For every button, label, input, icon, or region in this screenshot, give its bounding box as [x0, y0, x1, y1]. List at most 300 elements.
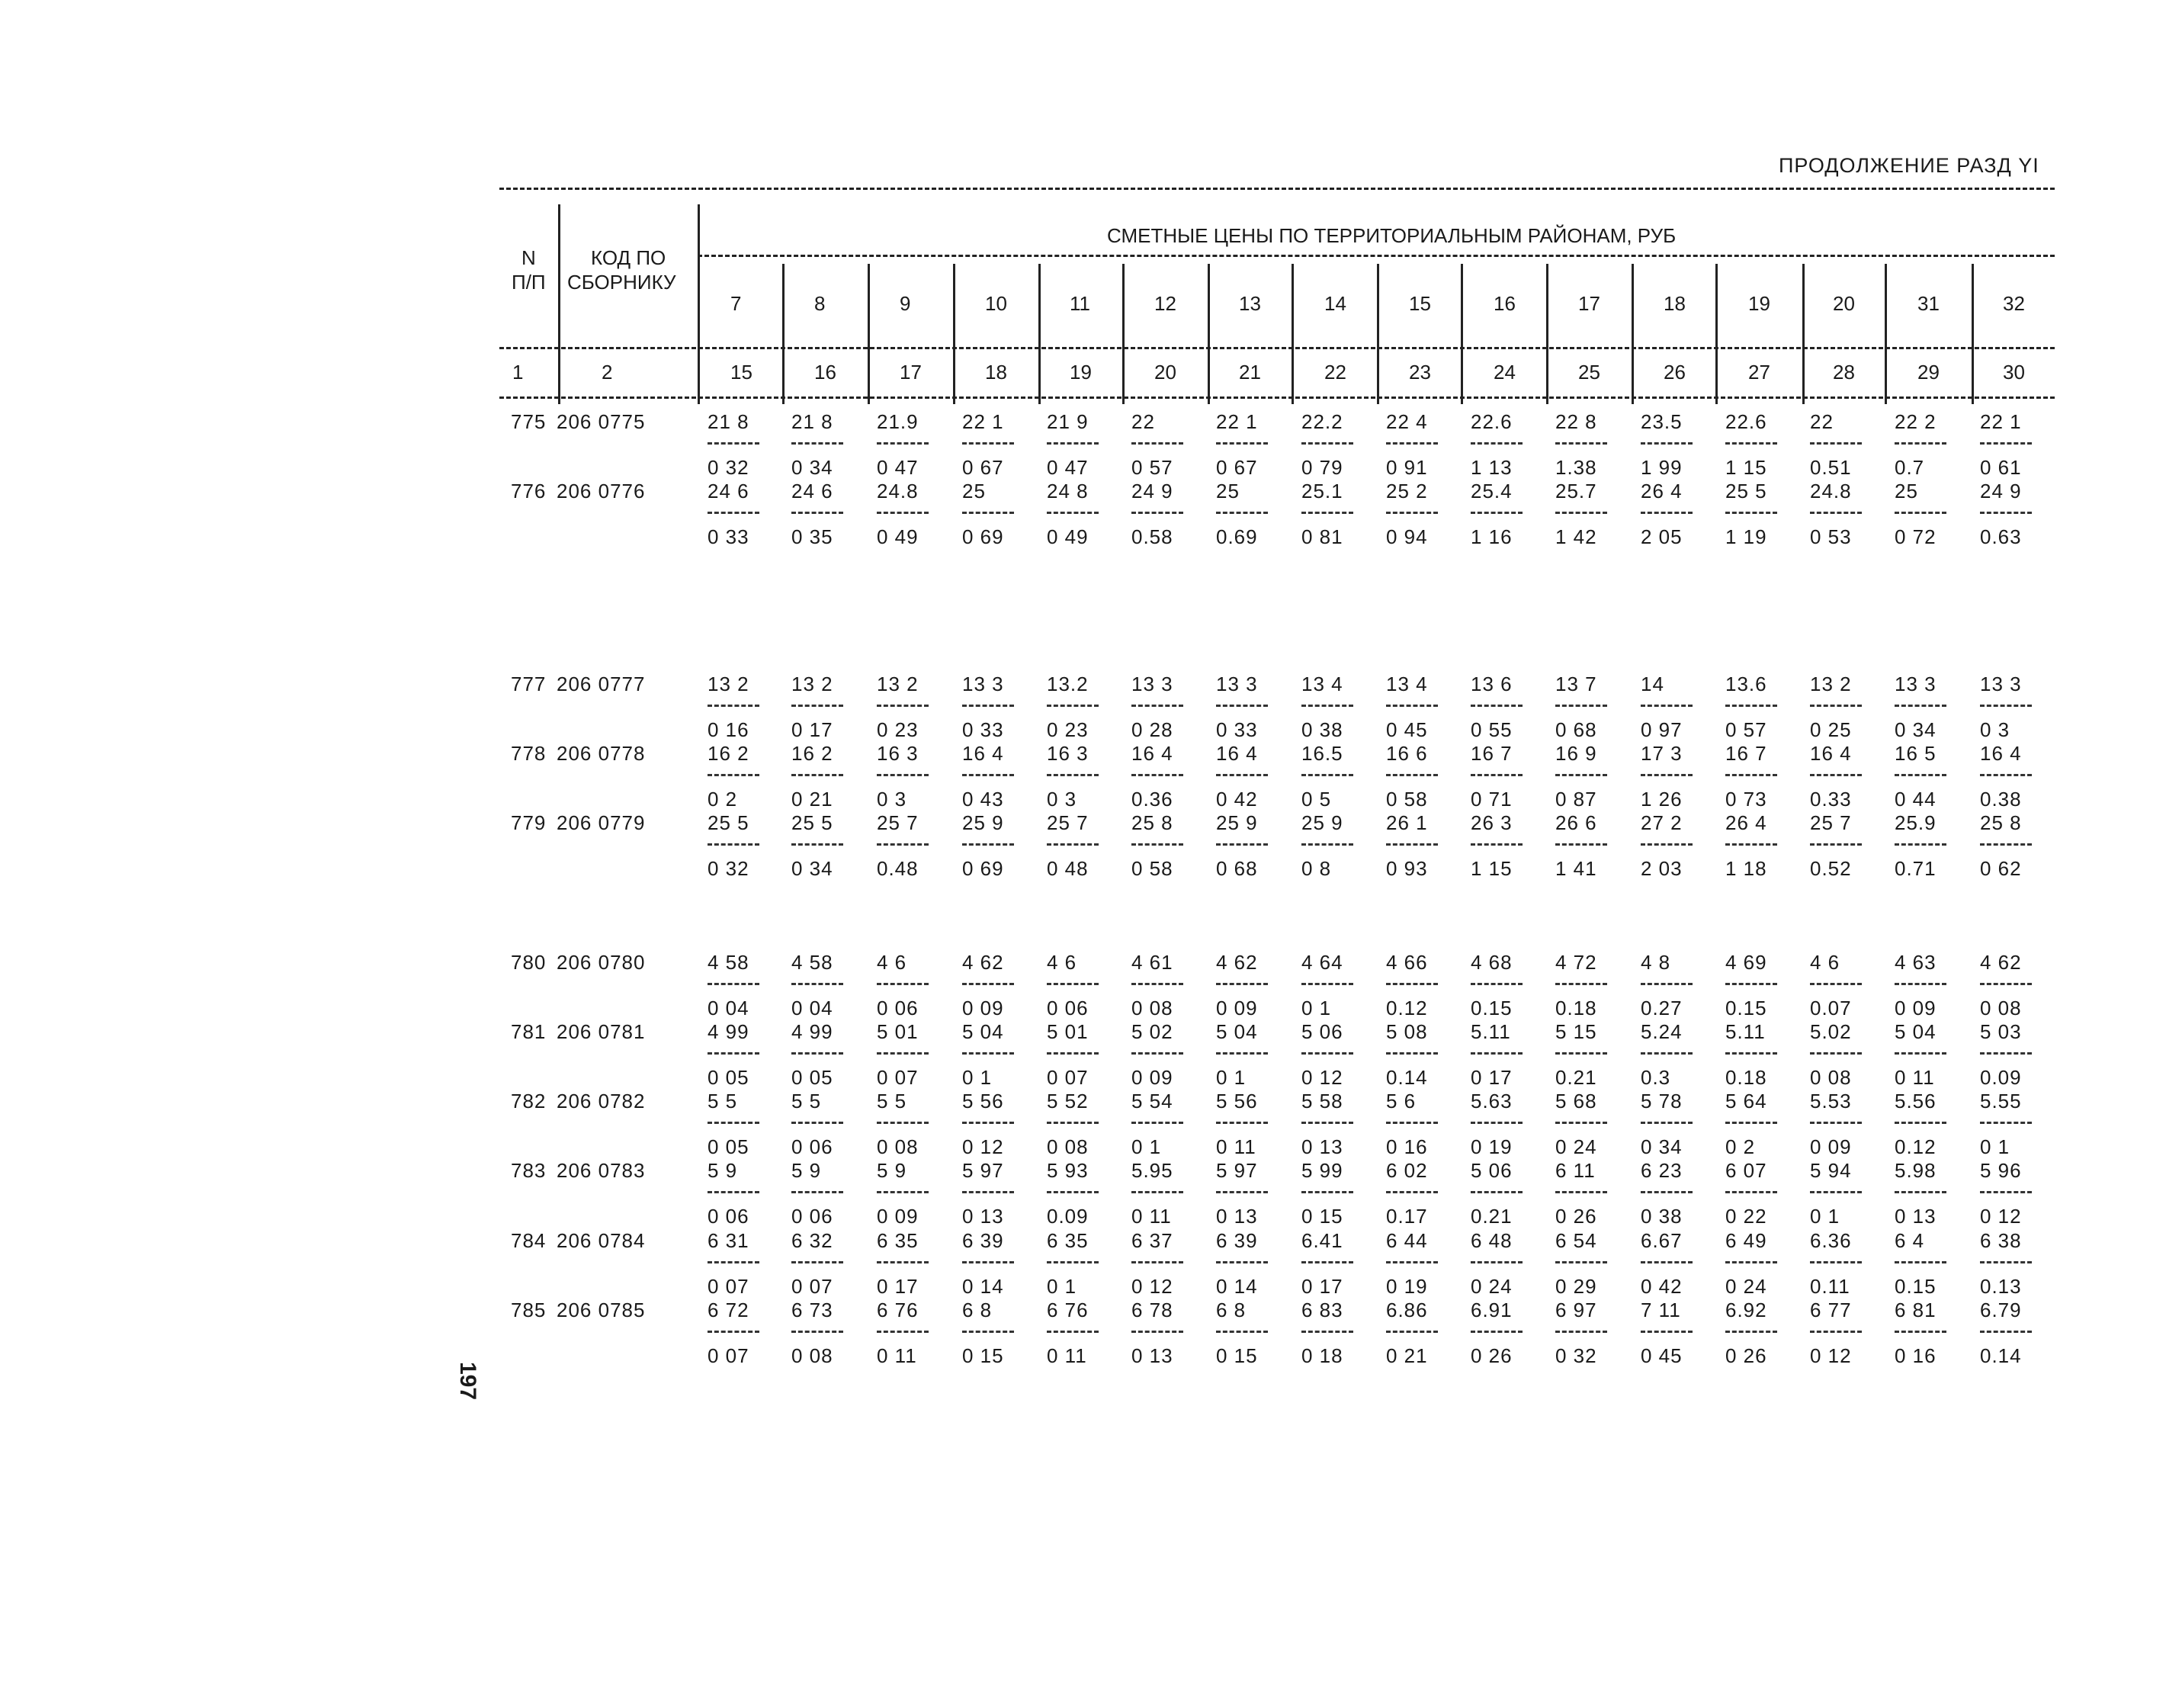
fraction-line	[1810, 1122, 1862, 1124]
fraction-line	[1047, 705, 1099, 707]
price-value: 6 4	[1895, 1229, 1925, 1252]
fraction-line	[1131, 1122, 1183, 1124]
column-index: 18	[985, 361, 1007, 384]
cost-value: 1 41	[1555, 857, 1597, 880]
fraction-line	[1386, 1191, 1438, 1193]
fraction-line	[708, 843, 759, 846]
fraction-line	[1641, 1261, 1693, 1263]
cost-value: 0 16	[1386, 1135, 1428, 1158]
cost-value: 0 68	[1216, 857, 1258, 880]
fraction-line	[1725, 1191, 1777, 1193]
fraction-line	[1555, 1191, 1607, 1193]
cost-value: 1.38	[1555, 456, 1597, 479]
price-value: 4 6	[1047, 951, 1077, 974]
price-value: 6 32	[791, 1229, 833, 1252]
cost-value: 0 1	[1047, 1275, 1077, 1298]
price-value: 16 4	[1980, 742, 2022, 765]
price-value: 6.67	[1641, 1229, 1683, 1252]
cost-value: 0 11	[877, 1344, 917, 1367]
fraction-line	[962, 1191, 1014, 1193]
cost-value: 0 12	[962, 1135, 1004, 1158]
price-value: 25 9	[962, 811, 1004, 834]
price-value: 6 39	[962, 1229, 1004, 1252]
fraction-line	[708, 512, 759, 514]
cost-value: 1 42	[1555, 525, 1597, 548]
price-value: 6 35	[877, 1229, 919, 1252]
column-index: 27	[1748, 361, 1770, 384]
price-value: 6.91	[1471, 1299, 1513, 1321]
price-value: 5 01	[1047, 1020, 1089, 1043]
cost-value: 0 55	[1471, 718, 1513, 741]
fraction-line	[962, 774, 1014, 776]
fraction-line	[1047, 843, 1099, 846]
cost-value: 0 08	[1131, 997, 1173, 1019]
fraction-line	[1895, 1191, 1946, 1193]
row-code: 206 0785	[557, 1299, 646, 1321]
price-value: 25.4	[1471, 480, 1513, 502]
price-value: 5 01	[877, 1020, 919, 1043]
page-number: 197	[455, 1362, 480, 1401]
price-value: 4 6	[877, 951, 907, 974]
price-value: 5 5	[708, 1090, 738, 1112]
price-value: 26 1	[1386, 811, 1428, 834]
price-value: 5.24	[1641, 1020, 1683, 1043]
price-value: 5 56	[962, 1090, 1004, 1112]
header-top-rule	[499, 188, 2055, 190]
cost-value: 0 19	[1471, 1135, 1513, 1158]
cost-value: 0 08	[877, 1135, 919, 1158]
cost-value: 0 09	[1895, 997, 1937, 1019]
fraction-line	[1641, 1331, 1693, 1333]
price-value: 6.92	[1725, 1299, 1767, 1321]
cost-value: 0 13	[1131, 1344, 1173, 1367]
cost-value: 0 06	[791, 1205, 833, 1228]
price-value: 6 81	[1895, 1299, 1937, 1321]
row-code: 206 0784	[557, 1229, 646, 1252]
fraction-line	[1386, 983, 1438, 985]
region-col-divider	[1546, 264, 1548, 404]
fraction-line	[1471, 1122, 1523, 1124]
price-value: 13.2	[1047, 673, 1089, 695]
cost-value: 2 03	[1641, 857, 1683, 880]
fraction-line	[1895, 774, 1946, 776]
fraction-line	[1555, 1331, 1607, 1333]
region-header: 7	[730, 292, 742, 315]
cost-value: 0 34	[791, 857, 833, 880]
fraction-line	[1471, 1331, 1523, 1333]
price-value: 4 68	[1471, 951, 1513, 974]
cost-value: 0 12	[1810, 1344, 1852, 1367]
cost-value: 0.07	[1810, 997, 1852, 1019]
cost-value: 0 11	[1047, 1344, 1087, 1367]
fraction-line	[1810, 512, 1862, 514]
fraction-line	[1895, 442, 1946, 445]
cost-value: 0 06	[791, 1135, 833, 1158]
cost-value: 0 24	[1471, 1275, 1513, 1298]
fraction-line	[1641, 1052, 1693, 1055]
cost-value: 0 11	[1895, 1066, 1935, 1089]
price-value: 5 5	[791, 1090, 822, 1112]
price-value: 25.1	[1301, 480, 1343, 502]
region-col-divider	[1038, 264, 1041, 404]
fraction-line	[1641, 512, 1693, 514]
cost-value: 0 1	[1216, 1066, 1247, 1089]
cost-value: 0 58	[1131, 857, 1173, 880]
price-value: 21.9	[877, 410, 919, 433]
cost-value: 0 34	[1895, 718, 1937, 741]
fraction-line	[708, 1052, 759, 1055]
price-value: 5 97	[962, 1159, 1004, 1182]
cost-value: 0 45	[1386, 718, 1428, 741]
cost-value: 0 06	[877, 997, 919, 1019]
fraction-line	[877, 1122, 929, 1124]
column-index: 29	[1917, 361, 1940, 384]
fraction-line	[791, 843, 843, 846]
cost-value: 0 3	[1047, 788, 1077, 811]
cost-value: 0 26	[1555, 1205, 1597, 1228]
price-value: 21 9	[1047, 410, 1089, 433]
price-value: 5 04	[962, 1020, 1004, 1043]
price-value: 5 52	[1047, 1090, 1089, 1112]
cost-value: 0 09	[1216, 997, 1258, 1019]
column-index: 15	[730, 361, 752, 384]
fraction-line	[1555, 442, 1607, 445]
fraction-line	[962, 1261, 1014, 1263]
price-value: 6 76	[1047, 1299, 1089, 1321]
col-code-label: КОД ПО	[591, 246, 666, 269]
cost-value: 0 13	[962, 1205, 1004, 1228]
cost-value: 0.18	[1555, 997, 1597, 1019]
fraction-line	[1216, 1052, 1268, 1055]
cost-value: 0 04	[708, 997, 749, 1019]
cost-value: 0 62	[1980, 857, 2022, 880]
cost-value: 0 18	[1301, 1344, 1343, 1367]
cost-value: 0 38	[1301, 718, 1343, 741]
fraction-line	[1810, 843, 1862, 846]
fraction-line	[708, 1331, 759, 1333]
price-value: 22	[1810, 410, 1834, 433]
fraction-line	[1471, 1191, 1523, 1193]
fraction-line	[1471, 983, 1523, 985]
price-value: 6 83	[1301, 1299, 1343, 1321]
fraction-line	[877, 983, 929, 985]
price-value: 6 07	[1725, 1159, 1767, 1182]
fraction-line	[708, 705, 759, 707]
cost-value: 0 24	[1555, 1135, 1597, 1158]
fraction-line	[1216, 1261, 1268, 1263]
price-value: 6 76	[877, 1299, 919, 1321]
fraction-line	[1386, 512, 1438, 514]
region-col-divider	[1208, 264, 1210, 404]
fraction-line	[1980, 1261, 2032, 1263]
cost-value: 0 08	[1810, 1066, 1852, 1089]
region-col-divider	[1715, 264, 1718, 404]
fraction-line	[1386, 1261, 1438, 1263]
region-header: 32	[2003, 292, 2025, 315]
cost-value: 0 42	[1641, 1275, 1683, 1298]
cost-value: 0 26	[1725, 1344, 1767, 1367]
cost-value: 0 07	[877, 1066, 919, 1089]
cost-value: 0 11	[1131, 1205, 1172, 1228]
cost-value: 0 12	[1301, 1066, 1343, 1089]
fraction-line	[1810, 1191, 1862, 1193]
fraction-line	[1216, 705, 1268, 707]
region-header: 19	[1748, 292, 1770, 315]
cost-value: 0 09	[1131, 1066, 1173, 1089]
price-value: 6 78	[1131, 1299, 1173, 1321]
cost-value: 0 5	[1301, 788, 1332, 811]
cost-value: 0 09	[1810, 1135, 1852, 1158]
fraction-line	[1980, 843, 2032, 846]
cost-value: 0 93	[1386, 857, 1428, 880]
price-value: 13 6	[1471, 673, 1513, 695]
cost-value: 0.09	[1980, 1066, 2022, 1089]
price-value: 27 2	[1641, 811, 1683, 834]
fraction-line	[1725, 442, 1777, 445]
cost-value: 0 69	[962, 857, 1004, 880]
row-number: 784	[511, 1229, 547, 1252]
cost-value: 0.51	[1810, 456, 1852, 479]
price-value: 5 06	[1301, 1020, 1343, 1043]
fraction-line	[1725, 843, 1777, 846]
cost-value: 1 15	[1725, 456, 1767, 479]
price-value: 6.86	[1386, 1299, 1428, 1321]
price-value: 16 6	[1386, 742, 1428, 765]
fraction-line	[708, 774, 759, 776]
fraction-line	[1641, 843, 1693, 846]
cost-value: 0 17	[1301, 1275, 1343, 1298]
column-index: 25	[1578, 361, 1600, 384]
price-value: 14	[1641, 673, 1664, 695]
fraction-line	[962, 442, 1014, 445]
column-index: 23	[1409, 361, 1431, 384]
cost-value: 0 53	[1810, 525, 1852, 548]
cost-value: 0 67	[962, 456, 1004, 479]
price-value: 5 08	[1386, 1020, 1428, 1043]
cost-value: 0 94	[1386, 525, 1428, 548]
region-header: 16	[1494, 292, 1516, 315]
cost-value: 0 32	[708, 456, 749, 479]
cost-value: 0 79	[1301, 456, 1343, 479]
price-value: 4 69	[1725, 951, 1767, 974]
cost-value: 0.17	[1386, 1205, 1428, 1228]
column-index: 19	[1070, 361, 1092, 384]
price-value: 13 2	[1810, 673, 1852, 695]
fraction-line	[1471, 1261, 1523, 1263]
price-value: 13 3	[1980, 673, 2022, 695]
fraction-line	[1810, 1261, 1862, 1263]
fraction-line	[1471, 705, 1523, 707]
cost-value: 0 2	[708, 788, 738, 811]
price-value: 5.95	[1131, 1159, 1173, 1182]
row-number: 781	[511, 1020, 547, 1043]
price-value: 25 2	[1386, 480, 1428, 502]
price-value: 21 8	[708, 410, 749, 433]
col-num-label-2: П/П	[512, 271, 546, 294]
cost-value: 0 13	[1301, 1135, 1343, 1158]
region-header: 20	[1833, 292, 1855, 315]
fraction-line	[1555, 512, 1607, 514]
price-value: 17 3	[1641, 742, 1683, 765]
cost-value: 0 72	[1895, 525, 1937, 548]
price-value: 5 15	[1555, 1020, 1597, 1043]
price-value: 25 9	[1216, 811, 1258, 834]
region-header: 14	[1324, 292, 1346, 315]
row-code: 206 0783	[557, 1159, 646, 1182]
price-value: 5 5	[877, 1090, 907, 1112]
cost-value: 0 48	[1047, 857, 1089, 880]
price-value: 22	[1131, 410, 1155, 433]
cost-value: 0 34	[791, 456, 833, 479]
fraction-line	[1301, 1122, 1353, 1124]
fraction-line	[791, 1191, 843, 1193]
cost-value: 0 69	[962, 525, 1004, 548]
cost-value: 0 49	[1047, 525, 1089, 548]
price-value: 25 7	[877, 811, 919, 834]
price-value: 13 2	[708, 673, 749, 695]
price-value: 13 3	[1216, 673, 1258, 695]
fraction-line	[791, 512, 843, 514]
cost-value: 0 23	[1047, 718, 1089, 741]
region-col-divider	[1885, 264, 1887, 404]
price-value: 6.41	[1301, 1229, 1343, 1252]
fraction-line	[1386, 705, 1438, 707]
fraction-line	[791, 1261, 843, 1263]
price-value: 5 9	[708, 1159, 738, 1182]
price-value: 4 99	[791, 1020, 833, 1043]
fraction-line	[962, 1122, 1014, 1124]
cost-value: 0.14	[1386, 1066, 1428, 1089]
cost-value: 0.27	[1641, 997, 1683, 1019]
fraction-line	[1810, 442, 1862, 445]
fraction-line	[1641, 774, 1693, 776]
price-value: 5 97	[1216, 1159, 1258, 1182]
cost-value: 0.12	[1895, 1135, 1937, 1158]
fraction-line	[708, 1261, 759, 1263]
cost-value: 0 43	[962, 788, 1004, 811]
row-number: 777	[511, 673, 547, 695]
cost-value: 0 47	[877, 456, 919, 479]
price-value: 24 6	[708, 480, 749, 502]
price-value: 16 3	[877, 742, 919, 765]
price-value: 5 9	[791, 1159, 822, 1182]
cost-value: 0.21	[1555, 1066, 1597, 1089]
price-value: 24 8	[1047, 480, 1089, 502]
region-header: 31	[1917, 292, 1940, 315]
fraction-line	[1471, 1052, 1523, 1055]
fraction-line	[1980, 983, 2032, 985]
cost-value: 0 97	[1641, 718, 1683, 741]
cost-value: 0.48	[877, 857, 919, 880]
price-value: 6 48	[1471, 1229, 1513, 1252]
region-header: 11	[1070, 292, 1090, 315]
cost-value: 1 19	[1725, 525, 1767, 548]
fraction-line	[1810, 774, 1862, 776]
price-value: 4 62	[1216, 951, 1258, 974]
fraction-line	[1725, 774, 1777, 776]
price-value: 25 8	[1131, 811, 1173, 834]
fraction-line	[1641, 442, 1693, 445]
cost-value: 0.21	[1471, 1205, 1513, 1228]
price-value: 25 7	[1810, 811, 1852, 834]
region-header: 13	[1239, 292, 1261, 315]
cost-value: 0 2	[1725, 1135, 1756, 1158]
fraction-line	[877, 1191, 929, 1193]
price-value: 25 9	[1301, 811, 1343, 834]
cost-value: 0 42	[1216, 788, 1258, 811]
fraction-line	[1471, 774, 1523, 776]
fraction-line	[877, 1331, 929, 1333]
price-value: 5 9	[877, 1159, 907, 1182]
cost-value: 0 3	[877, 788, 907, 811]
cost-value: 0 24	[1725, 1275, 1767, 1298]
price-value: 25 5	[708, 811, 749, 834]
cost-value: 0 1	[1980, 1135, 2010, 1158]
cost-value: 2 05	[1641, 525, 1683, 548]
region-col-divider	[1632, 264, 1634, 404]
cost-value: 0 57	[1131, 456, 1173, 479]
header-mid-rule	[499, 347, 2055, 349]
fraction-line	[1980, 705, 2032, 707]
fraction-line	[791, 1052, 843, 1055]
fraction-line	[1301, 774, 1353, 776]
cost-value: 0.33	[1810, 788, 1852, 811]
fraction-line	[1555, 1261, 1607, 1263]
cost-value: 0 07	[1047, 1066, 1089, 1089]
fraction-line	[1301, 442, 1353, 445]
fraction-line	[708, 1122, 759, 1124]
fraction-line	[791, 442, 843, 445]
fraction-line	[877, 442, 929, 445]
row-number: 785	[511, 1299, 547, 1321]
price-value: 24.8	[877, 480, 919, 502]
cost-value: 1 13	[1471, 456, 1513, 479]
price-value: 25	[1216, 480, 1240, 502]
cost-value: 0 08	[1047, 1135, 1089, 1158]
cost-value: 0.63	[1980, 525, 2022, 548]
fraction-line	[1216, 774, 1268, 776]
cost-value: 0 25	[1810, 718, 1852, 741]
price-value: 6 8	[1216, 1299, 1247, 1321]
price-value: 26 6	[1555, 811, 1597, 834]
price-value: 6 39	[1216, 1229, 1258, 1252]
group-header: СМЕТНЫЕ ЦЕНЫ ПО ТЕРРИТОРИАЛЬНЫМ РАЙОНАМ, РУБ	[1107, 224, 1677, 247]
fraction-line	[791, 705, 843, 707]
cost-value: 0 14	[962, 1275, 1004, 1298]
row-code: 206 0778	[557, 742, 646, 765]
price-value: 4 62	[962, 951, 1004, 974]
column-index: 22	[1324, 361, 1346, 384]
cost-value: 0 12	[1131, 1275, 1173, 1298]
fraction-line	[1386, 843, 1438, 846]
fraction-line	[962, 512, 1014, 514]
cost-value: 0 33	[708, 525, 749, 548]
fraction-line	[1725, 1261, 1777, 1263]
fraction-line	[1131, 843, 1183, 846]
price-value: 6.36	[1810, 1229, 1852, 1252]
price-value: 5 04	[1895, 1020, 1937, 1043]
cost-value: 0 26	[1471, 1344, 1513, 1367]
row-number: 776	[511, 480, 547, 502]
region-col-divider	[868, 264, 870, 404]
header-group-rule	[698, 255, 2055, 257]
cost-value: 0 06	[1047, 997, 1089, 1019]
fraction-line	[1131, 983, 1183, 985]
price-value: 5.11	[1471, 1020, 1511, 1043]
price-value: 5 78	[1641, 1090, 1683, 1112]
cost-value: 0 44	[1895, 788, 1937, 811]
fraction-line	[1980, 1191, 2032, 1193]
